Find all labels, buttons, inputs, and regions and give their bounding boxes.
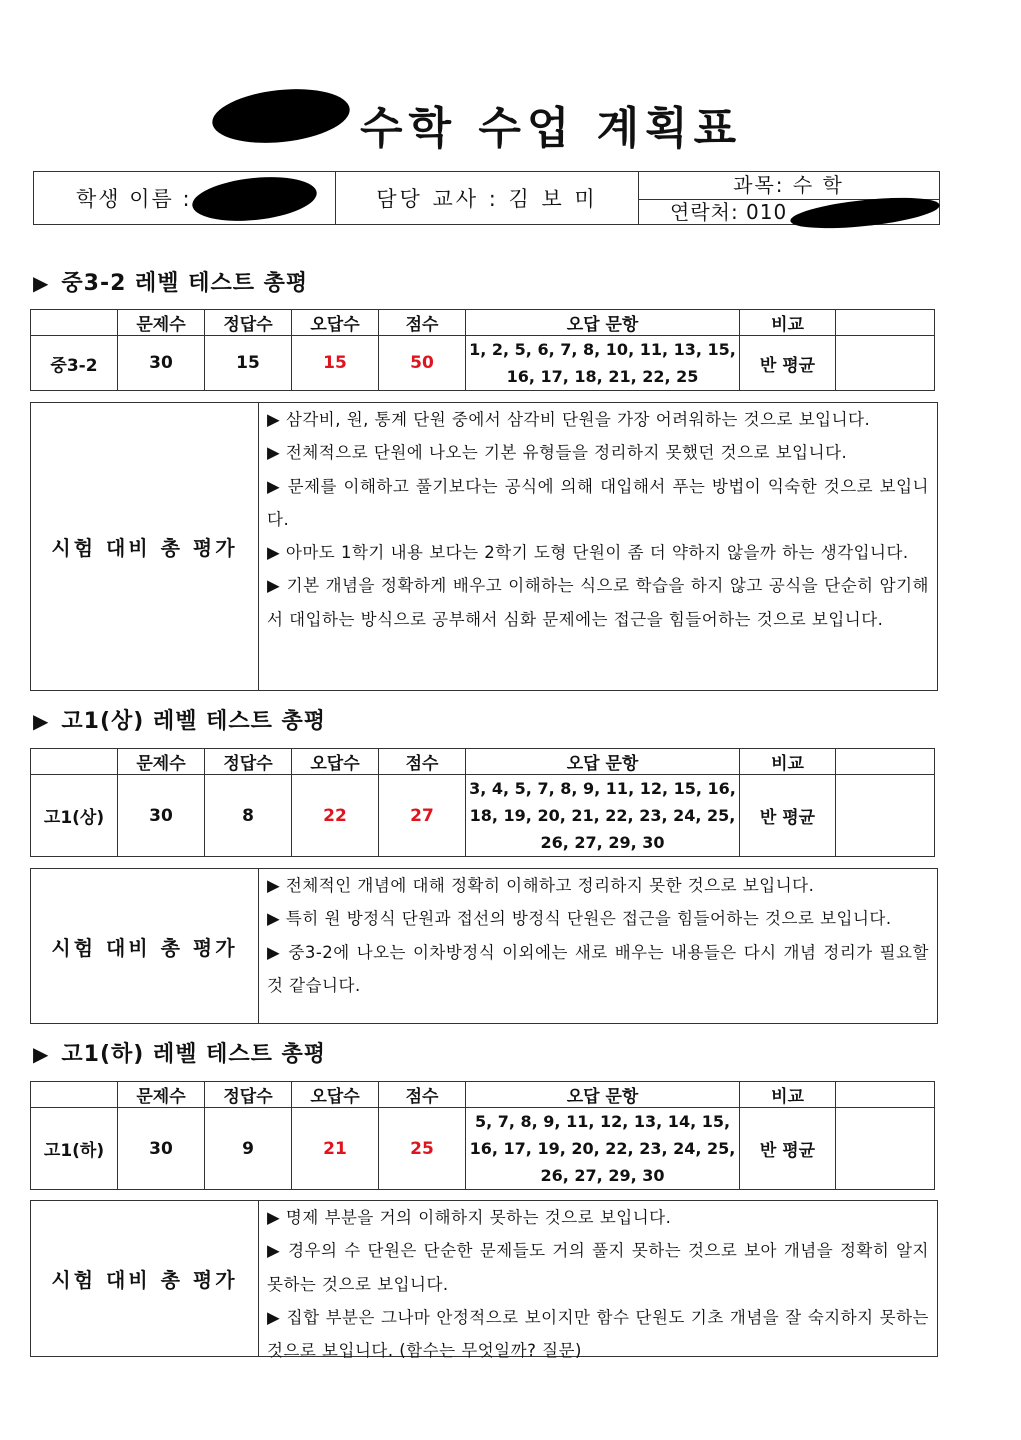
redacted-name-mark bbox=[210, 83, 353, 149]
header-empty bbox=[836, 1082, 935, 1108]
level-cell: 고1(상) bbox=[31, 775, 118, 857]
teacher-name: 담당 교사 : 김 보 미 bbox=[376, 187, 598, 211]
table-header-row bbox=[31, 749, 935, 775]
wrong-items-cell: 1, 2, 5, 6, 7, 8, 10, 11, 13, 15, 16, 17, 18, 21, 22, 25 bbox=[466, 336, 740, 391]
header-compare: 비교 bbox=[740, 1082, 836, 1108]
score-cell: 27 bbox=[379, 775, 466, 857]
table-row bbox=[31, 1108, 935, 1190]
compare-cell: 반 평균 bbox=[740, 336, 836, 391]
review-box bbox=[30, 1200, 938, 1361]
compare-cell: 반 평균 bbox=[740, 775, 836, 857]
wrong-count-cell: 15 bbox=[292, 336, 379, 391]
triangle-icon: ▶ bbox=[33, 271, 50, 295]
wrong-items-cell: 5, 7, 8, 9, 11, 12, 13, 14, 15, 16, 17, 19, 20, 22, 23, 24, 25, 26, 27, 29, 30 bbox=[466, 1108, 740, 1190]
table-row bbox=[31, 775, 935, 857]
section-heading: ▶ 중3-2 레벨 테스트 총평 bbox=[33, 271, 309, 296]
review-label: 시험 대비 총 평가 bbox=[31, 403, 259, 690]
wrong-items-cell: 3, 4, 5, 7, 8, 9, 11, 12, 15, 16, 18, 19, 20, 21, 22, 23, 24, 25, 26, 27, 29, 30 bbox=[466, 775, 740, 857]
review-box bbox=[30, 402, 938, 691]
table-row bbox=[31, 336, 935, 391]
header-score: 점수 bbox=[379, 749, 466, 775]
count-cell: 30 bbox=[118, 1108, 205, 1190]
review-box bbox=[30, 868, 938, 1024]
count-cell: 30 bbox=[118, 775, 205, 857]
header-count: 문제수 bbox=[118, 310, 205, 336]
score-table bbox=[30, 1081, 935, 1190]
score-cell: 50 bbox=[379, 336, 466, 391]
review-text: ▶ 전체적인 개념에 대해 정확히 이해하고 정리하지 못한 것으로 보입니다. ▶ 특히 원 방정식 단원과 접선의 방정식 단원은 접근을 힘들어하는 것으로 보입니다. ▶ 중3-2에 나오는 이차방정식 이외에는 새로 배우는 내용들은 다시 개념 정리가 필요할 것 같습니다. bbox=[267, 876, 929, 995]
correct-cell: 15 bbox=[205, 336, 292, 391]
score-cell: 25 bbox=[379, 1108, 466, 1190]
review-label: 시험 대비 총 평가 bbox=[31, 1201, 259, 1356]
table-header-row bbox=[31, 1082, 935, 1108]
contact-label: 연락처: 010 bbox=[670, 200, 788, 224]
header-correct: 정답수 bbox=[205, 310, 292, 336]
header-wrong: 오답수 bbox=[292, 749, 379, 775]
header-correct: 정답수 bbox=[205, 749, 292, 775]
review-label: 시험 대비 총 평가 bbox=[31, 869, 259, 1023]
score-table bbox=[30, 309, 935, 391]
level-cell: 고1(하) bbox=[31, 1108, 118, 1190]
header-wrong-items: 오답 문항 bbox=[466, 310, 740, 336]
header-empty bbox=[836, 310, 935, 336]
header-wrong: 오답수 bbox=[292, 1082, 379, 1108]
review-text: ▶ 명제 부분을 거의 이해하지 못하는 것으로 보입니다. ▶ 경우의 수 단원은 단순한 문제들도 거의 풀지 못하는 것으로 보아 개념을 정확히 알지 못하는 것으로 보입니다. ▶ 집합 부분은 그나마 안정적으로 보이지만 함수 단원도 기초 개념을 잘 숙지하지 못하는 것으로 보입니다. (함수는 무엇일까? 질문) bbox=[267, 1208, 929, 1361]
header-score: 점수 bbox=[379, 310, 466, 336]
triangle-icon: ▶ bbox=[33, 709, 50, 733]
header-blank bbox=[31, 310, 118, 336]
score-table bbox=[30, 748, 935, 857]
count-cell: 30 bbox=[118, 336, 205, 391]
header-wrong-items: 오답 문항 bbox=[466, 749, 740, 775]
header-blank bbox=[31, 1082, 118, 1108]
correct-cell: 8 bbox=[205, 775, 292, 857]
header-compare: 비교 bbox=[740, 749, 836, 775]
empty-cell bbox=[836, 775, 935, 857]
header-compare: 비교 bbox=[740, 310, 836, 336]
wrong-count-cell: 21 bbox=[292, 1108, 379, 1190]
table-header-row bbox=[31, 310, 935, 336]
compare-cell: 반 평균 bbox=[740, 1108, 836, 1190]
page-title: 수학 수업 계획표 bbox=[360, 103, 743, 154]
header-score: 점수 bbox=[379, 1082, 466, 1108]
header-correct: 정답수 bbox=[205, 1082, 292, 1108]
header-wrong: 오답수 bbox=[292, 310, 379, 336]
subject-label: 과목: 수 학 bbox=[638, 172, 939, 200]
header-count: 문제수 bbox=[118, 749, 205, 775]
header-blank bbox=[31, 749, 118, 775]
section-heading: ▶ 고1(상) 레벨 테스트 총평 bbox=[33, 709, 327, 734]
teacher-cell bbox=[336, 172, 639, 224]
student-name-label: 학생 이름 : bbox=[76, 187, 192, 211]
empty-cell bbox=[836, 1108, 935, 1190]
review-text: ▶ 삼각비, 원, 통계 단원 중에서 삼각비 단원을 가장 어려워하는 것으로 보입니다. ▶ 전체적으로 단원에 나오는 기본 유형들을 정리하지 못했던 것으로 보입니다. ▶ 문제를 이해하고 풀기보다는 공식에 의해 대입해서 푸는 방법이 익숙한 것으로 보입니다. ▶ 아마도 1학기 내용 보다는 2학기 도형 단원이 좀 더 약하지 않을까 하는 생각입니다. ▶ 기본 개념을 정확하게 배우고 이해하는 식으로 학습을 하지 않고 공식을 단순히 암기해서 대입하는 방식으로 공부해서 심화 문제에는 접근을 힘들어하는 것으로 보입니다. bbox=[267, 410, 929, 629]
correct-cell: 9 bbox=[205, 1108, 292, 1190]
wrong-count-cell: 22 bbox=[292, 775, 379, 857]
level-cell: 중3-2 bbox=[31, 336, 118, 391]
section-heading: ▶ 고1(하) 레벨 테스트 총평 bbox=[33, 1042, 327, 1067]
header-count: 문제수 bbox=[118, 1082, 205, 1108]
triangle-icon: ▶ bbox=[33, 1042, 50, 1066]
header-wrong-items: 오답 문항 bbox=[466, 1082, 740, 1108]
empty-cell bbox=[836, 336, 935, 391]
header-empty bbox=[836, 749, 935, 775]
